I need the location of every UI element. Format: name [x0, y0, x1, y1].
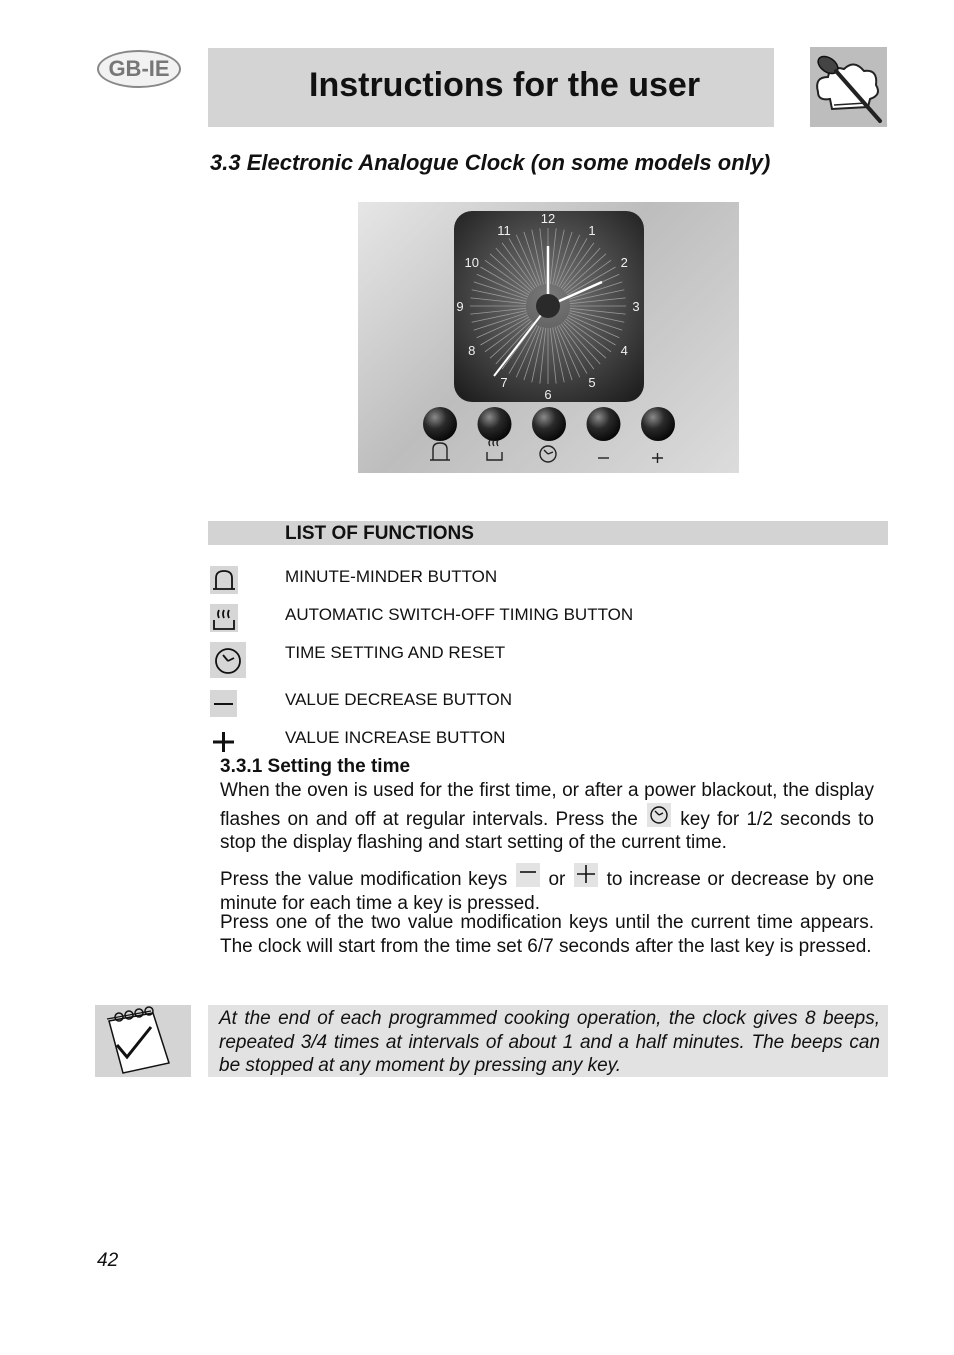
- clock-face: [358, 202, 739, 473]
- clock-center: [536, 294, 560, 318]
- clock-number: 11: [497, 222, 511, 238]
- clock-number: 6: [544, 387, 552, 402]
- paragraph-1-text-b: key for 1/2 seconds to stop the display flashing and start setting of the current time.: [220, 808, 875, 853]
- clock-number: 8: [468, 343, 476, 358]
- clock-number: 2: [620, 255, 628, 270]
- clock-number: 1: [588, 222, 596, 238]
- clock-number: 5: [588, 375, 596, 391]
- clock-icon: [210, 642, 246, 678]
- note-text: At the end of each programmed cooking operation, the clock gives 8 beeps, repeated 3/4 times at intervals of about 1 and a half minutes. The beeps can be stopped at any moment by pressing any key.: [219, 1008, 880, 1076]
- bell-symbol-icon: [430, 443, 450, 460]
- pan-timer-icon: [210, 604, 238, 632]
- inline-minus-icon: [516, 863, 540, 887]
- paragraph-2: [220, 863, 874, 915]
- clock-knob-minute-minder: [423, 407, 457, 441]
- function-label-time-setting: TIME SETTING AND RESET: [285, 643, 506, 662]
- function-label-minute-minder: MINUTE-MINDER BUTTON: [285, 567, 498, 586]
- subsection-heading: 3.3.1 Setting the time: [220, 756, 411, 777]
- bell-icon: [210, 566, 238, 594]
- plus-symbol-icon: [652, 453, 663, 463]
- minus-icon: [210, 690, 237, 717]
- page-number: 42: [97, 1250, 119, 1271]
- header-bar: [208, 48, 774, 127]
- clock-panel-illustration: [358, 202, 739, 473]
- clock-number: 4: [620, 343, 628, 358]
- notepad-check-icon: [95, 1005, 191, 1077]
- page-title: Instructions for the user: [309, 66, 701, 104]
- clock-knob-auto-switch-off: [478, 407, 512, 441]
- clock-number: 3: [632, 299, 640, 314]
- paragraph-1-text-a: When the oven is used for the first time, or after a power blackout, the display flashes on and off at regular intervals. Press the: [220, 780, 874, 830]
- function-label-auto-switch-off: AUTOMATIC SWITCH-OFF TIMING BUTTON: [285, 605, 634, 624]
- clock-number: 9: [456, 299, 464, 314]
- clock-number: 10: [464, 255, 480, 270]
- pan-timer-symbol-icon: [487, 440, 502, 460]
- inline-plus-icon: [574, 863, 598, 887]
- language-badge: GB-IE: [97, 50, 181, 88]
- paragraph-2-or: or: [548, 869, 566, 890]
- clock-knob-decrease: [587, 407, 621, 441]
- clock-number: 7: [500, 375, 508, 391]
- paragraph-2-text-b: to increase or decrease by one minute for each time a key is pressed.: [220, 869, 875, 914]
- inline-clock-icon: [647, 803, 671, 827]
- paragraph-1: [220, 779, 874, 855]
- clock-knob-increase: [641, 407, 675, 441]
- note-box: [208, 1005, 888, 1077]
- function-label-increase: VALUE INCREASE BUTTON: [285, 728, 506, 747]
- section-title: 3.3 Electronic Analogue Clock (on some models only): [210, 150, 771, 175]
- chef-hat-spoon-icon: [810, 47, 887, 127]
- list-of-functions-title: LIST OF FUNCTIONS: [285, 523, 474, 544]
- clock-knob-time-setting: [532, 407, 566, 441]
- list-of-functions-header: [208, 521, 888, 545]
- paragraph-2-text-a: Press the value modification keys: [220, 869, 508, 890]
- function-label-decrease: VALUE DECREASE BUTTON: [285, 690, 513, 709]
- plus-icon: [210, 728, 237, 755]
- paragraph-3: Press one of the two value modification keys until the current time appears. The clock will start from the time set 6/7 seconds after the last key is pressed.: [220, 912, 874, 957]
- clock-number: 12: [540, 211, 556, 226]
